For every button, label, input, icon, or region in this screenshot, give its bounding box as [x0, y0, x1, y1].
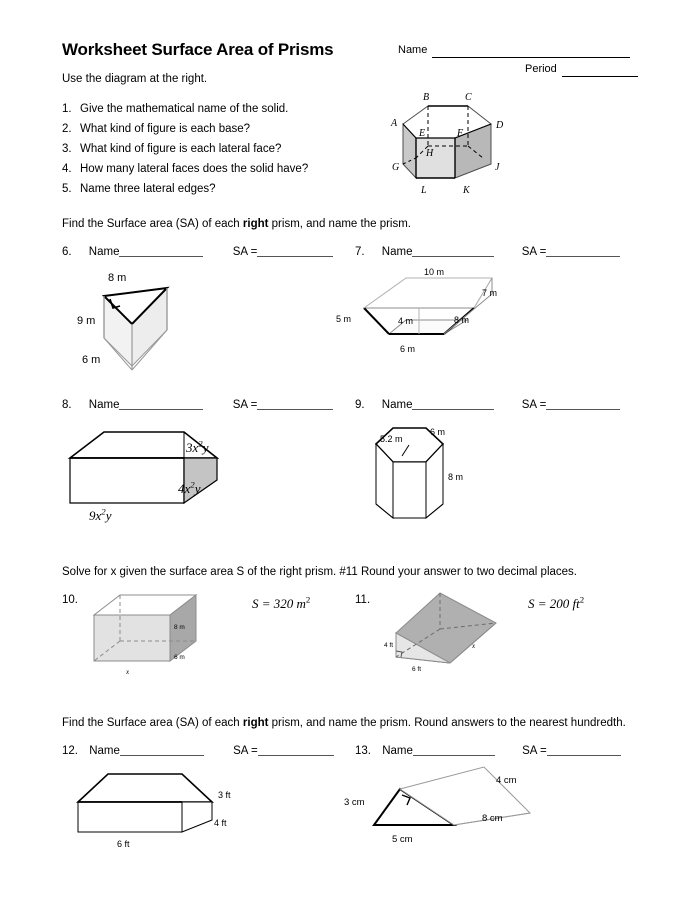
dim-label-13-base: 5 cm — [392, 834, 413, 845]
section1-directions-bold: right — [242, 218, 269, 230]
section1-directions-pre: Find the Surface area (SA) of each — [62, 218, 243, 230]
dim-label-6-a: 8 m — [108, 272, 127, 284]
problem-13-number: 13. — [355, 745, 371, 757]
period-label: Period — [525, 63, 557, 75]
problem-7-number: 7. — [355, 246, 365, 258]
vertex-label-D: D — [496, 120, 504, 131]
question-1 — [62, 103, 288, 115]
section3-directions-post: prism, and name the prism. Round answers to the nearest hundredth. — [268, 717, 626, 729]
problem-13-sa-input[interactable] — [547, 744, 621, 756]
question-2-text: What kind of figure is each base? — [80, 123, 251, 135]
section2-directions: Solve for x given the surface area S of the right prism. #11 Round your answer to two decimal places. — [62, 566, 577, 578]
problem-6-answer-row — [62, 245, 333, 259]
intro-instruction: Use the diagram at the right. — [62, 73, 208, 85]
vertex-label-B: B — [423, 92, 430, 103]
dim-label-7-f: 6 m — [400, 344, 416, 354]
question-3 — [62, 143, 281, 155]
problem-12-number: 12. — [62, 745, 78, 757]
dim-label-11-x: x — [472, 642, 476, 650]
dim-label-13-length: 8 cm — [482, 813, 503, 824]
vertex-label-E: E — [419, 128, 426, 139]
problem-10-given-S: S = 320 $m^2$ — [252, 594, 311, 611]
problem-12-name-input[interactable] — [120, 744, 204, 756]
page-title: Worksheet Surface Area of Prisms — [62, 40, 334, 59]
vertex-label-A: A — [391, 118, 398, 129]
problem-8-sa-label: SA = — [232, 399, 258, 411]
dim-label-9-height: 8 m — [448, 472, 464, 482]
dim-label-7-c: 5 m — [336, 314, 352, 324]
period-blank-line[interactable] — [562, 76, 638, 77]
problem-8-answer-row — [62, 398, 333, 412]
name-label: Name — [398, 44, 428, 56]
question-4-number: 4. — [62, 163, 72, 175]
question-2-number: 2. — [62, 123, 72, 135]
section1-directions — [62, 217, 411, 231]
problem-6-name-input[interactable] — [119, 245, 203, 257]
section3-directions-pre: Find the Surface area (SA) of each — [62, 717, 243, 729]
problem-9-number: 9. — [355, 399, 365, 411]
problem-6-name-label: Name — [88, 246, 120, 258]
problem-7-answer-row — [355, 245, 620, 259]
question-4-text: How many lateral faces does the solid have? — [80, 163, 309, 175]
problem-7-sa-label: SA = — [521, 246, 547, 258]
problem-11-number: 11. — [355, 594, 371, 606]
figure-problem-12 — [62, 762, 242, 852]
figure-problem-13 — [344, 757, 544, 852]
problem-13-name-input[interactable] — [413, 744, 495, 756]
problem-9-sa-input[interactable] — [546, 398, 620, 410]
dim-label-12-height: 3 ft — [218, 790, 231, 800]
dim-label-6-b: 9 m — [77, 315, 96, 327]
dim-label-10-x: x — [126, 668, 130, 676]
vertex-label-C: C — [465, 92, 472, 103]
vertex-label-J: J — [495, 162, 500, 173]
name-blank-line[interactable] — [432, 57, 630, 58]
vertex-label-K: K — [463, 185, 470, 196]
question-1-number: 1. — [62, 103, 72, 115]
problem-12-name-label: Name — [89, 745, 120, 757]
dim-label-12-depth: 4 ft — [214, 818, 227, 828]
section1-directions-post: prism, and name the prism. — [268, 218, 411, 230]
figure-problem-11 — [384, 589, 548, 684]
problem-8-sa-input[interactable] — [257, 398, 333, 410]
problem-13-name-label: Name — [382, 745, 413, 757]
question-5-text: Name three lateral edges? — [80, 183, 216, 195]
dim-label-7-b: 7 m — [482, 288, 498, 298]
dim-label-8-width: $9x^2y$ — [89, 506, 112, 523]
dim-label-10-height: 8 m — [174, 624, 185, 631]
section3-directions — [62, 716, 626, 730]
dim-label-11-base: 6 ft — [412, 666, 422, 673]
dim-label-13-slant: 4 cm — [496, 775, 517, 786]
problem-6-sa-label: SA = — [232, 246, 258, 258]
problem-8-number: 8. — [62, 399, 72, 411]
dim-label-7-e: 8 m — [454, 315, 470, 325]
dim-label-7-d: 4 m — [398, 316, 414, 326]
problem-8-name-label: Name — [88, 399, 120, 411]
dim-label-9-side: 6 m — [430, 427, 446, 437]
dim-label-11-height: 4 ft — [384, 642, 394, 649]
question-5-number: 5. — [62, 183, 72, 195]
question-3-number: 3. — [62, 143, 72, 155]
dim-label-6-c: 6 m — [82, 354, 101, 366]
figure-problem-9 — [358, 418, 493, 528]
figure-problem-6 — [72, 266, 192, 376]
question-2 — [62, 123, 250, 135]
dim-label-13-height: 3 cm — [344, 797, 365, 808]
dim-label-7-a: 10 m — [424, 267, 445, 277]
problem-12-sa-input[interactable] — [258, 744, 334, 756]
problem-6-number: 6. — [62, 246, 72, 258]
question-3-text: What kind of figure is each lateral face? — [80, 143, 282, 155]
problem-13-sa-label: SA = — [522, 745, 547, 757]
vertex-label-H: H — [426, 148, 434, 159]
section3-directions-bold: right — [242, 717, 269, 729]
dim-label-12-width: 6 ft — [117, 839, 130, 849]
problem-6-sa-input[interactable] — [257, 245, 333, 257]
problem-9-answer-row — [355, 398, 620, 412]
vertex-label-F: F — [457, 128, 464, 139]
vertex-label-L: L — [421, 185, 427, 196]
problem-12-sa-label: SA = — [233, 745, 258, 757]
dim-label-9-apothem: 5.2 m — [380, 434, 403, 444]
question-4 — [62, 163, 308, 175]
figure-problem-8 — [62, 418, 247, 518]
problem-10-number: 10. — [62, 594, 78, 606]
dim-label-8-height: $3x^2y$ — [186, 438, 209, 455]
problem-7-sa-input[interactable] — [546, 245, 620, 257]
problem-9-name-label: Name — [381, 399, 413, 411]
problem-12-answer-row — [62, 744, 334, 758]
dim-label-8-depth: $4x^2y$ — [178, 479, 201, 496]
vertex-label-G: G — [392, 162, 400, 173]
problem-8-name-input[interactable] — [119, 398, 203, 410]
problem-9-name-input[interactable] — [412, 398, 494, 410]
figure-problem-7 — [334, 264, 509, 364]
problem-11-given-S: S = 200 $ft^2$ — [528, 594, 585, 611]
question-1-text: Give the mathematical name of the solid. — [80, 103, 289, 115]
problem-9-sa-label: SA = — [521, 399, 547, 411]
question-5 — [62, 183, 216, 195]
figure-problem-10 — [88, 589, 228, 684]
problem-7-name-input[interactable] — [412, 245, 494, 257]
problem-7-name-label: Name — [381, 246, 413, 258]
figure-hexagonal-prism-labeled — [383, 86, 523, 206]
dim-label-10-depth: 6 m — [174, 654, 185, 661]
